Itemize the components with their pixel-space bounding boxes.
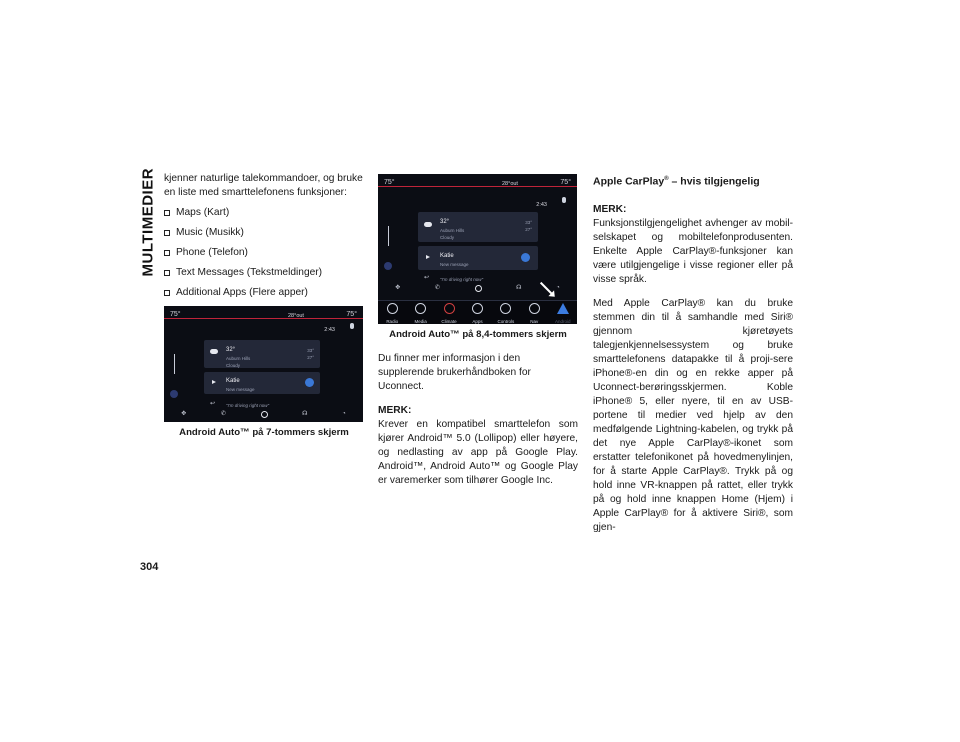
message-card[interactable]: Katie New message	[418, 246, 538, 270]
radio-icon	[387, 303, 398, 314]
screen-top-bar: 75° 28°out 75°	[164, 306, 363, 319]
phone-icon[interactable]: ✆	[434, 285, 440, 291]
bullet-item: Music (Musikk)	[164, 226, 364, 240]
reply-icon: ↩	[424, 275, 430, 281]
android-auto-7in-screenshot: 75° 28°out 75° 2:43 32° Auburn Hills Cloudy 33° 27° Katie New message ↩ "I'm driving right now" ✥ ✆ ☊ ◔	[164, 306, 363, 422]
screen-top-bar: 75° 28°out 75°	[378, 174, 577, 187]
cloud-icon	[210, 349, 218, 354]
notification-icon[interactable]: ◔	[556, 285, 560, 291]
column-1	[164, 172, 364, 450]
divider	[174, 354, 175, 374]
clock: 2:43	[536, 202, 547, 208]
note-text: Krever en kompatibel smarttelefon som kjører Android™ 5.0 (Lollipop) eller høyere, og nedlasting av app på Google Play. Android™, Android Auto™ og Google Play er varemerker som tilhører Google Inc.	[378, 419, 578, 486]
divider	[388, 226, 389, 246]
play-icon	[212, 380, 216, 384]
checkbox-bullet-icon	[164, 270, 170, 276]
navigation-icon[interactable]: ✥	[181, 411, 187, 417]
bullet-item: Additional Apps (Flere apper)	[164, 286, 364, 300]
uconnect-tab-bar	[378, 300, 577, 324]
bullet-item: Maps (Kart)	[164, 206, 364, 220]
page-number: 304	[140, 561, 159, 573]
android-auto-icon	[557, 303, 569, 314]
section-heading: Apple CarPlay® – hvis tilgjengelig	[593, 175, 760, 188]
tab-media[interactable]: Media	[409, 301, 433, 324]
bullet-item: Phone (Telefon)	[164, 246, 364, 260]
chevron-down-icon	[170, 390, 178, 398]
contact-avatar	[305, 378, 314, 387]
cloud-icon	[424, 222, 432, 227]
contact-avatar	[521, 253, 530, 262]
android-auto-8in-screenshot: 75° 28°out 75° 2:43 32° Auburn Hills Cloudy 33° 27° Katie New message ↩ "I'm driving right now" ✥ ✆ ☊ ◔ Radio Media Climate Apps Controls Nav Android	[378, 174, 577, 324]
home-icon[interactable]	[475, 285, 482, 292]
figure-caption: Android Auto™ på 8,4-tommers skjerm	[389, 329, 567, 340]
checkbox-bullet-icon	[164, 250, 170, 256]
weather-card: 32° Auburn Hills Cloudy 33° 27°	[418, 212, 538, 242]
tab-radio[interactable]: Radio	[380, 301, 404, 324]
body-paragraph: Med Apple CarPlay® kan du bruke stemmen din til å samhandle med Siri® gjennom kjøretøyets talegjenkjennelsessystem og bruke smarttelefonens datapakke til å proji-sere iPhone®-en din og en rekke apper på Uconnect-berøringsskjermen. Koble iPhone® 5, eller nyere, til en av USB-portene til medier ved hjelp av den medfølgende Lightning-kabelen, og trykk på det nye Apple CarPlay®-ikonet som erstatter telefonikonet på hovedmenylinjen, for å starte Apple CarPlay®. Trykk på og hold inne VR-knappen på rattet, eller trykk på og hold inne knappen Home (Hjem) i Apple CarPlay® for å aktivere Siri®, som gjen-	[593, 297, 793, 533]
microphone-icon	[562, 197, 566, 203]
section-tab	[138, 166, 158, 276]
message-card[interactable]: Katie New message	[204, 372, 320, 394]
weather-card: 32° Auburn Hills Cloudy 33° 27°	[204, 340, 320, 368]
media-icon	[415, 303, 426, 314]
phone-icon[interactable]: ✆	[220, 411, 226, 417]
column-2	[378, 172, 578, 494]
tab-nav[interactable]: Nav	[522, 301, 546, 324]
home-icon[interactable]	[261, 411, 268, 418]
play-icon	[426, 255, 430, 259]
bottom-nav	[164, 408, 363, 420]
body-paragraph: Du finner mer informasjon i den supplerende brukerhåndboken for Uconnect.	[378, 353, 531, 392]
checkbox-bullet-icon	[164, 210, 170, 216]
intro-text: kjenner naturlige talekommandoer, og bruke en liste med smarttelefonens funksjoner:	[164, 173, 363, 198]
apps-icon	[472, 303, 483, 314]
microphone-icon	[350, 323, 354, 329]
compass-icon	[529, 303, 540, 314]
controls-icon	[500, 303, 511, 314]
tab-android[interactable]: Android	[551, 301, 575, 324]
checkbox-bullet-icon	[164, 290, 170, 296]
checkbox-bullet-icon	[164, 230, 170, 236]
tab-climate[interactable]: Climate	[437, 301, 461, 324]
clock: 2:43	[324, 327, 335, 333]
tab-controls[interactable]: Controls	[494, 301, 518, 324]
headphones-icon[interactable]: ☊	[516, 285, 522, 291]
navigation-icon[interactable]: ✥	[395, 285, 401, 291]
climate-icon	[444, 303, 455, 314]
bullet-item: Text Messages (Tekstmeldinger)	[164, 266, 364, 280]
headphones-icon[interactable]: ☊	[302, 411, 308, 417]
figure-caption: Android Auto™ på 7-tommers skjerm	[179, 427, 349, 438]
section-tab-label: MULTIMEDIER	[139, 167, 157, 277]
reply-icon: ↩	[210, 401, 216, 407]
notification-icon[interactable]: ◔	[342, 411, 346, 417]
column-3	[593, 172, 793, 541]
tab-apps[interactable]: Apps	[465, 301, 489, 324]
note-label: MERK:	[378, 405, 412, 416]
note-text: Funksjonstilgjengelighet avhenger av mobil-selskapet og mobiltelefonprodusenten. Enkelte Apple CarPlay®-funksjoner kan være utilgjengelige i visse regioner eller på visse språk.	[593, 217, 793, 285]
note-label: MERK:	[593, 203, 627, 215]
chevron-down-icon	[384, 262, 392, 270]
